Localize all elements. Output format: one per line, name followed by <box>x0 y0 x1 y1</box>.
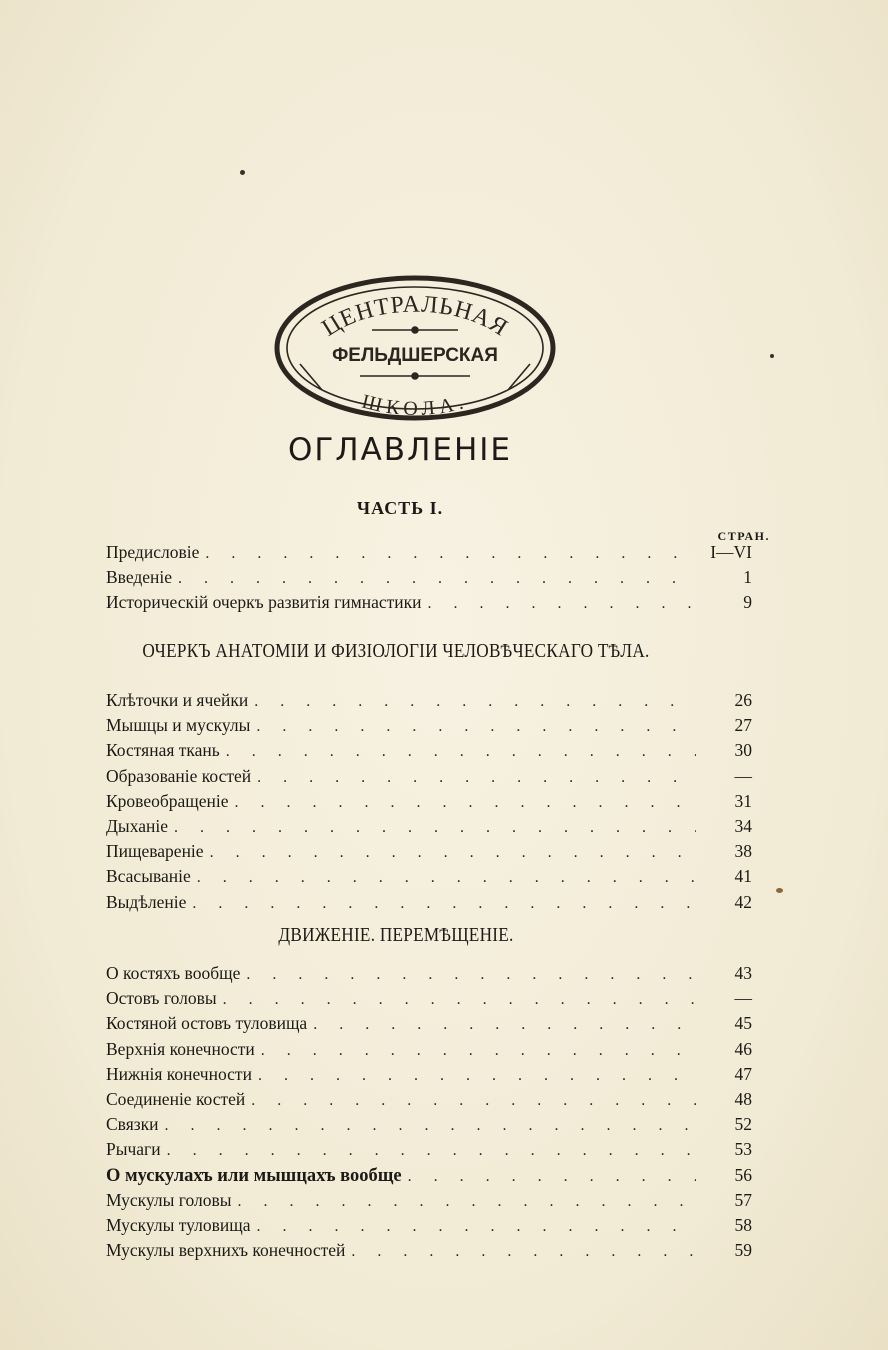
toc-entry-page: 34 <box>734 816 752 836</box>
toc-entry-page: 26 <box>734 690 752 710</box>
toc-entry <box>106 1087 752 1111</box>
toc-entry-label: Остовъ головы <box>106 988 217 1009</box>
toc-entry <box>106 1188 752 1212</box>
toc-entry <box>106 565 752 589</box>
dot-leader <box>255 1039 696 1063</box>
toc-entry-page: 27 <box>734 715 752 736</box>
toc-entry <box>106 839 752 863</box>
toc-entry-label: Образованіе костей <box>106 765 252 786</box>
toc-entry-page: 48 <box>734 1089 752 1109</box>
toc-entry <box>106 814 752 838</box>
dot-leader <box>307 1013 696 1037</box>
page-title: ОГЛАВЛЕНІЕ <box>287 432 513 468</box>
dot-leader <box>161 1139 696 1163</box>
toc-entry <box>106 713 752 737</box>
toc-entry-page: 47 <box>734 1063 752 1084</box>
toc-entry-page: 38 <box>734 841 752 862</box>
toc-entry-label: Мускулы туловища <box>106 1215 251 1235</box>
dot-leader <box>422 592 697 616</box>
section-heading: ДВИЖЕНІЕ. ПЕРЕМѢЩЕНІЕ. <box>278 924 514 946</box>
toc-entry-page: 30 <box>734 740 752 761</box>
toc-entry-label: Мышцы и мускулы <box>106 715 251 736</box>
toc-entry-label: Мускулы головы <box>106 1189 232 1210</box>
toc-entry-page: 53 <box>734 1139 752 1160</box>
toc-entry <box>106 1238 752 1262</box>
toc-entry <box>106 1163 752 1187</box>
toc-entry-label: Костяная ткань <box>106 740 220 761</box>
toc-entry-label: Кровеобращеніе <box>106 790 229 811</box>
dot-leader <box>251 766 696 790</box>
toc-entry-label: Выдѣленіе <box>106 891 187 912</box>
toc-entry <box>106 986 752 1010</box>
toc-entry <box>106 738 752 762</box>
toc-entry-label: О костяхъ вообще <box>106 963 241 983</box>
part-heading: ЧАСТЬ I. <box>356 498 444 518</box>
dot-leader <box>159 1114 696 1138</box>
dot-leader <box>245 1089 696 1113</box>
toc-entry <box>106 1137 752 1161</box>
toc-entry-label: Историческій очеркъ развитія гимнастики <box>106 592 422 613</box>
ink-speck <box>240 170 245 175</box>
toc-entry-page: 45 <box>734 1013 752 1034</box>
toc-entry <box>106 590 752 614</box>
toc-entry <box>106 961 752 985</box>
toc-entry <box>106 1062 752 1086</box>
toc-entry-page: 46 <box>734 1038 752 1059</box>
svg-text:ШКОЛА. <box>360 390 471 420</box>
toc-entry-label: О мускулахъ или мышцахъ вообще <box>106 1165 402 1186</box>
dot-leader <box>220 740 696 764</box>
dot-leader <box>250 715 696 739</box>
toc-entry-page: I—VI <box>710 542 752 562</box>
toc-entry-page: — <box>734 765 752 786</box>
pages-column-heading: СТРАН. <box>717 529 770 543</box>
toc-entry <box>106 864 752 888</box>
ink-speck <box>776 888 783 893</box>
toc-entry <box>106 1011 752 1035</box>
dot-leader <box>402 1165 696 1189</box>
ink-speck <box>770 354 774 358</box>
stamp-line3: ШКОЛА. <box>359 390 471 420</box>
toc-entry-page: 57 <box>734 1189 752 1210</box>
toc-entry-page: 52 <box>734 1114 752 1135</box>
dot-leader <box>191 866 696 890</box>
dot-leader <box>232 1190 696 1214</box>
stamp-line1: ЦЕНТРАЛЬНАЯ <box>317 291 513 342</box>
dot-leader <box>251 1215 697 1239</box>
dot-leader <box>240 963 696 987</box>
dot-leader <box>204 841 696 865</box>
svg-text:ЦЕНТРАЛЬНАЯ <box>318 292 513 342</box>
toc-entry <box>106 1112 752 1136</box>
toc-entry-page: 43 <box>734 963 752 983</box>
toc-entry-page: 42 <box>734 891 752 912</box>
dot-leader <box>217 988 696 1012</box>
toc-entry-label: Верхнія конечности <box>106 1038 255 1059</box>
dot-leader <box>172 567 696 591</box>
stamp-line2: ФЕЛЬДШЕРСКАЯ <box>332 345 498 366</box>
dot-leader <box>229 791 696 815</box>
dot-leader <box>252 1064 696 1088</box>
toc-entry-label: Дыханіе <box>106 816 168 836</box>
toc-entry-label: Соединеніе костей <box>106 1089 246 1109</box>
toc-entry-page: 1 <box>743 567 752 588</box>
dot-leader <box>248 690 696 714</box>
dot-leader <box>186 892 696 916</box>
toc-entry-label: Предисловіе <box>106 542 200 562</box>
library-stamp <box>270 272 560 422</box>
toc-entry-page: 41 <box>734 866 752 887</box>
dot-leader <box>199 542 696 566</box>
toc-entry-page: 56 <box>734 1164 752 1185</box>
toc-entry-page: 58 <box>734 1215 752 1235</box>
toc-entry-page: 9 <box>743 592 752 613</box>
toc-entry <box>106 789 752 813</box>
toc-entry-label: Связки <box>106 1114 159 1135</box>
toc-entry-label: Мускулы верхнихъ конечностей <box>106 1240 346 1261</box>
toc-entry-label: Пищевареніе <box>106 841 204 862</box>
toc-entry-label: Костяной остовъ туловища <box>106 1013 308 1034</box>
toc-entry <box>106 540 752 564</box>
toc-entry <box>106 1213 752 1237</box>
section-heading: ОЧЕРКЪ АНАТОМІИ И ФИЗІОЛОГІИ ЧЕЛОВѢЧЕСКАГО ТѢЛА. <box>142 640 650 662</box>
dot-leader <box>168 816 696 840</box>
toc-entry <box>106 890 752 914</box>
toc-entry-label: Рычаги <box>106 1139 161 1160</box>
toc-entry-label: Введеніе <box>106 567 173 588</box>
toc-entry-label: Нижнія конечности <box>106 1063 252 1084</box>
toc-entry <box>106 1037 752 1061</box>
toc-entry-page: — <box>734 988 752 1009</box>
toc-entry <box>106 764 752 788</box>
toc-entry-label: Всасываніе <box>106 866 191 887</box>
toc-entry-page: 59 <box>734 1240 752 1261</box>
toc-entry-page: 31 <box>734 790 752 811</box>
dot-leader <box>345 1240 696 1264</box>
toc-entry-label: Клѣточки и ячейки <box>106 690 249 710</box>
toc-entry <box>106 688 752 712</box>
